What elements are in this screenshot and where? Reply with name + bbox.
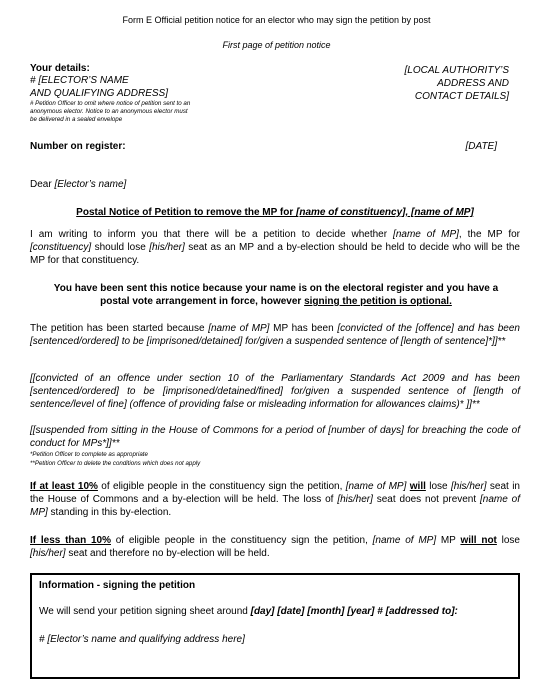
signing-info-box bbox=[30, 573, 520, 679]
elector-name-placeholder bbox=[30, 74, 168, 100]
optional-text: signing the petition is optional. bbox=[304, 296, 452, 307]
standards-act-paragraph: [[convicted of an offence under section 10 of the Parliamentary Standards Act 2009 and has been [sentenced/ordered] to be [imprisoned/detained/fined] for/given a suspended sentence of [length of sentence/level of fine] (offence of providing false or misleading information for allowances claims)* ]]** bbox=[30, 373, 520, 410]
p6-var-2: [his/her] bbox=[30, 548, 66, 559]
p6-bold-1: If less than 10% bbox=[30, 535, 111, 546]
suspension-paragraph: [[suspended from sitting in the House of Commons for a period of [number of days] for breaching the code of conduct for MPs*]]** bbox=[30, 425, 520, 449]
dear-text: Dear bbox=[30, 179, 55, 190]
p5-bold-1: If at least 10% bbox=[30, 481, 98, 492]
p5-text-5: seat does not prevent bbox=[372, 494, 481, 505]
elector-name: [Elector’s name] bbox=[54, 179, 127, 190]
p1-text-1: I am writing to inform you that there will be a petition to decide whether bbox=[30, 229, 394, 240]
p6-text-4: seat and therefore no by-election will be held. bbox=[65, 548, 270, 559]
p5-var-3: [his/her] bbox=[337, 494, 373, 505]
p2-var-1: [name of MP] bbox=[208, 323, 270, 334]
details-label: Your details: bbox=[30, 63, 90, 74]
p2-text-1: The petition has been started because bbox=[30, 323, 209, 334]
signing-sheet-text bbox=[39, 605, 509, 618]
postal-vote-notice bbox=[44, 282, 508, 308]
p5-bold-2: will bbox=[409, 481, 426, 492]
p6-text-2: MP bbox=[436, 535, 461, 546]
p6-text-1: of eligible people in the constituency sign the petition, bbox=[110, 535, 373, 546]
p5-text-4: seat in the House of Commons and a by-election will be held. The loss of bbox=[30, 481, 520, 505]
p1-text-4: seat as an MP and a by-election should be held to decide who will be the MP for that constituency. bbox=[30, 242, 520, 266]
note-line-1: # Petition Officer to omit where notice of petition sent to an bbox=[30, 100, 191, 107]
elector-line-1: # [ELECTOR’S NAME bbox=[30, 75, 129, 86]
p1-var-2: [constituency] bbox=[30, 242, 92, 253]
heading-prefix: Postal Notice of Petition to remove the MP for bbox=[76, 207, 297, 218]
send-text: We will send your petition signing sheet around bbox=[39, 606, 251, 617]
p1-var-3: [his/her] bbox=[149, 242, 185, 253]
salutation bbox=[30, 178, 126, 191]
info-box-title: Information - signing the petition bbox=[39, 580, 196, 591]
p1-text-3: should lose bbox=[91, 242, 150, 253]
p1-var-1: [name of MP] bbox=[393, 229, 459, 240]
p5-text-6: standing in this by-election. bbox=[47, 507, 172, 518]
la-line-1: [LOCAL AUTHORITY’S bbox=[404, 65, 509, 76]
elector-address-placeholder: # [Elector’s name and qualifying address here] bbox=[39, 634, 245, 645]
note-line-3: be delivered in a sealed envelope bbox=[30, 116, 123, 123]
p2-var-2: [convicted of the [offence] and has been [sentenced/ordered] to be [imprisoned/detained] for/given a suspended sentence of [length of sentence]*]]** bbox=[30, 323, 520, 347]
p2-text-2: MP has been bbox=[269, 323, 338, 334]
heading-variables: [name of constituency], [name of MP] bbox=[296, 207, 474, 218]
p6-text-3: lose bbox=[496, 535, 520, 546]
la-line-3: CONTACT DETAILS] bbox=[414, 91, 509, 102]
delete-note: **Petition Officer to delete the conditions which does not apply bbox=[30, 460, 201, 467]
intro-paragraph bbox=[30, 228, 520, 267]
notice-heading bbox=[30, 206, 520, 219]
anonymous-elector-note bbox=[30, 100, 260, 124]
form-title: Form E Official petition notice for an elector who may sign the petition by post bbox=[122, 15, 431, 25]
notice-text: You have been sent this notice because your name is on the electoral register and you have a postal vote arrangement in force, however bbox=[53, 283, 499, 307]
la-line-2: ADDRESS AND bbox=[437, 78, 509, 89]
elector-line-2: AND QUALIFYING ADDRESS] bbox=[30, 88, 168, 99]
p5-var-4: [name of MP] bbox=[30, 494, 521, 518]
p6-bold-2: will not bbox=[460, 535, 497, 546]
date-placeholder: [DATE] bbox=[465, 141, 497, 152]
threshold-paragraph bbox=[30, 480, 520, 519]
p5-var-2: [his/her] bbox=[450, 481, 487, 492]
p5-var-1: [name of MP] bbox=[345, 481, 407, 492]
p1-text-2: , the MP for bbox=[458, 229, 520, 240]
send-date-variable: [day] [date] [month] [year] # [addressed to]: bbox=[250, 606, 458, 617]
completion-note: *Petition Officer to complete as appropriate bbox=[30, 451, 148, 458]
reason-paragraph bbox=[30, 322, 520, 348]
note-line-2: anonymous elector. Notice to an anonymous elector must bbox=[30, 108, 188, 115]
local-authority-address bbox=[405, 64, 509, 103]
p5-text-1: of eligible people in the constituency sign the petition, bbox=[97, 481, 346, 492]
register-number-label: Number on register: bbox=[30, 141, 126, 152]
p5-text-3: lose bbox=[425, 481, 451, 492]
form-subtitle: First page of petition notice bbox=[222, 40, 331, 50]
p6-var-1: [name of MP] bbox=[372, 535, 437, 546]
below-threshold-paragraph bbox=[30, 534, 520, 560]
